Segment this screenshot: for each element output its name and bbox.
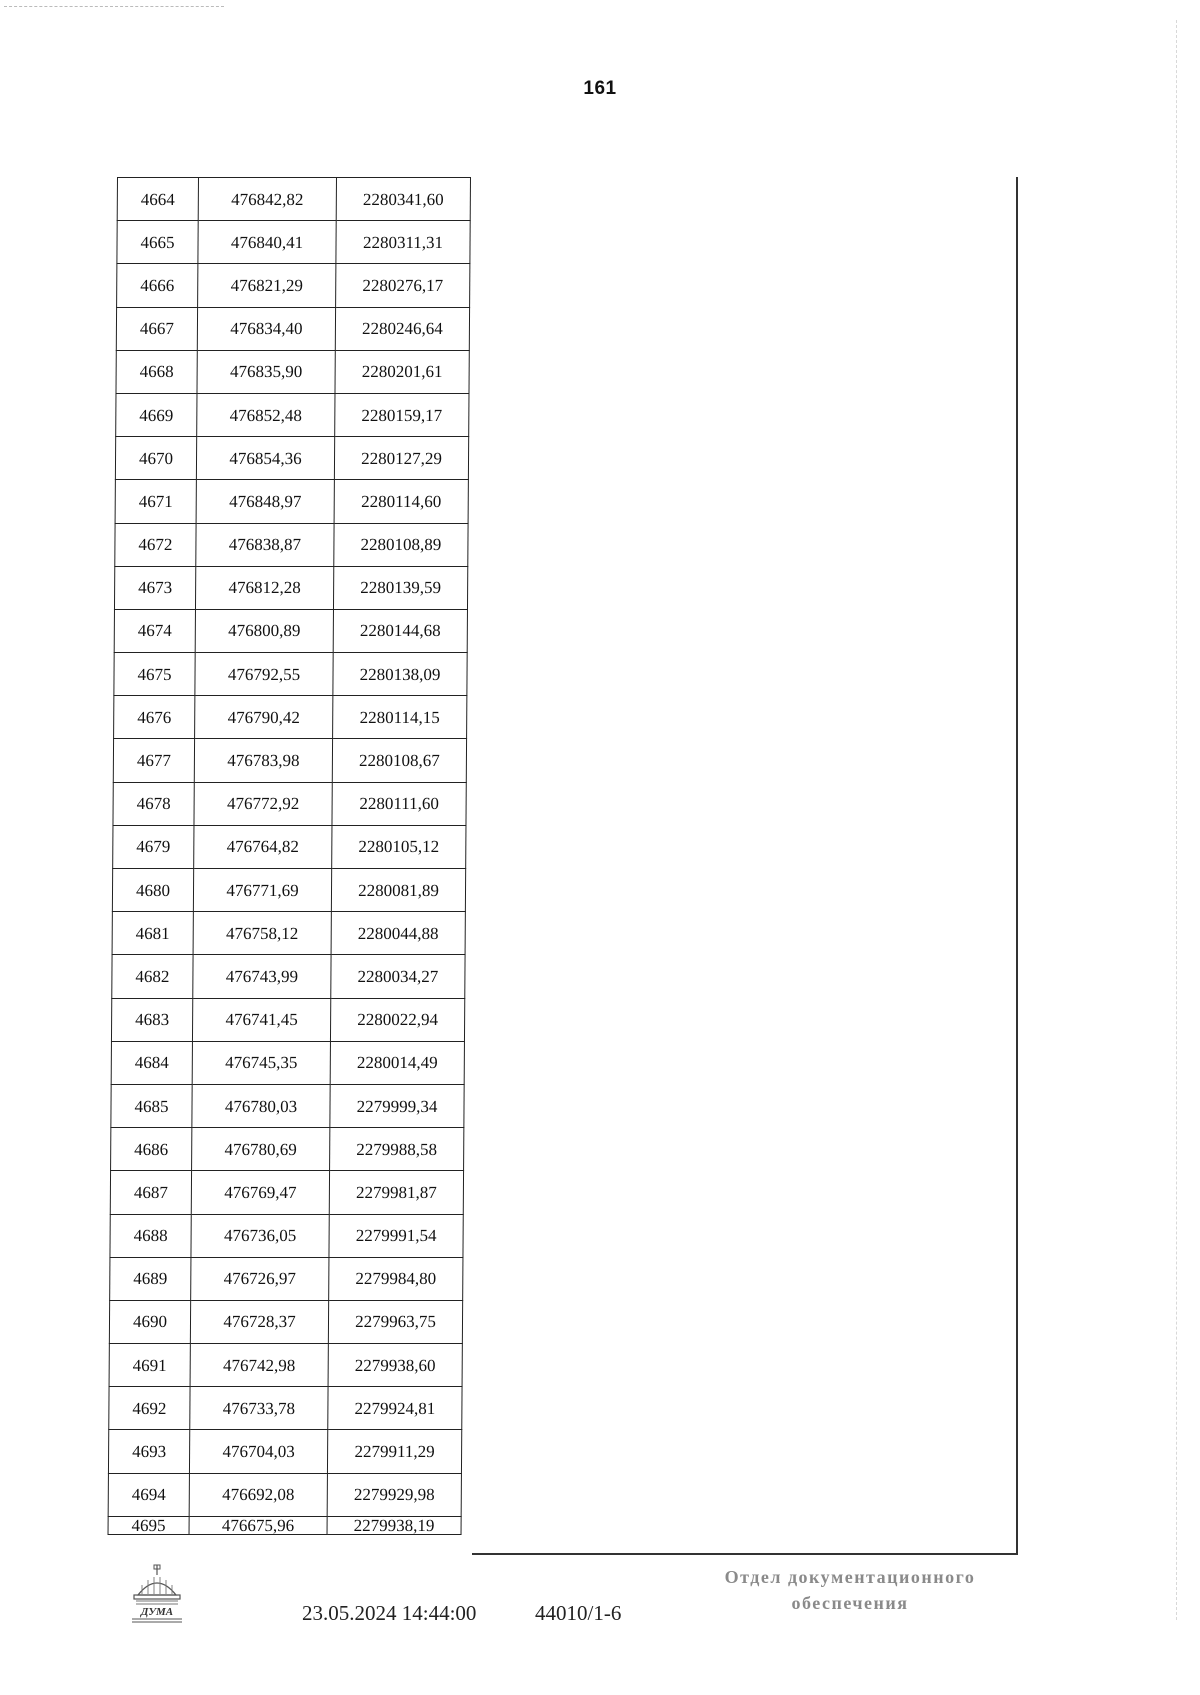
table-row [111, 1041, 464, 1084]
point-number-cell: 4691 [109, 1344, 190, 1387]
point-number-cell: 4685 [111, 1084, 192, 1127]
point-number-cell: 4673 [114, 566, 195, 609]
y-coordinate-cell: 2279924,81 [328, 1387, 462, 1430]
table-row [117, 264, 470, 307]
y-coordinate-cell: 2280246,64 [335, 307, 469, 350]
x-coordinate-cell: 476792,55 [195, 653, 333, 696]
svg-text:ДУМА: ДУМА [140, 1606, 174, 1618]
y-coordinate-cell: 2279984,80 [329, 1257, 463, 1300]
y-coordinate-cell: 2279999,34 [330, 1084, 464, 1127]
stamp-line-2: обеспечения [791, 1593, 909, 1613]
table-row [110, 1214, 463, 1257]
y-coordinate-cell: 2280201,61 [335, 350, 469, 393]
table-row [115, 437, 468, 480]
table-row [110, 1257, 463, 1300]
point-number-cell: 4676 [114, 696, 195, 739]
y-coordinate-cell: 2280022,94 [330, 998, 464, 1041]
point-number-cell: 4680 [112, 869, 193, 912]
y-coordinate-cell: 2280144,68 [333, 609, 467, 652]
point-number-cell: 4668 [116, 350, 197, 393]
x-coordinate-cell: 476758,12 [193, 912, 331, 955]
table-row [114, 566, 467, 609]
point-number-cell: 4670 [115, 437, 196, 480]
table-row [116, 350, 469, 393]
point-number-cell: 4672 [115, 523, 196, 566]
x-coordinate-cell: 476728,37 [190, 1300, 328, 1343]
x-coordinate-cell: 476736,05 [191, 1214, 329, 1257]
point-number-cell: 4694 [108, 1473, 189, 1516]
point-number-cell: 4674 [114, 609, 195, 652]
x-coordinate-cell: 476764,82 [194, 825, 332, 868]
point-number-cell: 4686 [111, 1128, 192, 1171]
y-coordinate-cell: 2279938,60 [328, 1344, 462, 1387]
x-coordinate-cell: 476769,47 [191, 1171, 329, 1214]
stamp-line-1: Отдел документационного [724, 1567, 976, 1587]
x-coordinate-cell: 476835,90 [197, 350, 335, 393]
y-coordinate-cell: 2280341,60 [336, 178, 470, 221]
y-coordinate-cell: 2280276,17 [336, 264, 470, 307]
y-coordinate-cell: 2279981,87 [329, 1171, 463, 1214]
y-coordinate-cell: 2279929,98 [327, 1473, 461, 1516]
x-coordinate-cell: 476854,36 [196, 437, 334, 480]
point-number-cell: 4679 [113, 825, 194, 868]
y-coordinate-cell: 2280127,29 [334, 437, 468, 480]
x-coordinate-cell: 476771,69 [193, 869, 331, 912]
x-coordinate-cell: 476745,35 [192, 1041, 330, 1084]
x-coordinate-cell: 476726,97 [191, 1257, 329, 1300]
y-coordinate-cell: 2280138,09 [333, 653, 467, 696]
table-row [113, 782, 466, 825]
x-coordinate-cell: 476772,92 [194, 782, 332, 825]
x-coordinate-cell: 476834,40 [197, 307, 335, 350]
department-stamp [700, 1564, 1000, 1616]
point-number-cell: 4666 [117, 264, 198, 307]
table-row [113, 825, 466, 868]
table-row [116, 393, 469, 436]
x-coordinate-cell: 476838,87 [196, 523, 334, 566]
point-number-cell: 4684 [111, 1041, 192, 1084]
y-coordinate-cell: 2279938,19 [327, 1516, 461, 1534]
x-coordinate-cell: 476852,48 [197, 393, 335, 436]
y-coordinate-cell: 2280311,31 [336, 221, 470, 264]
table-row [110, 1171, 463, 1214]
point-number-cell: 4664 [117, 178, 198, 221]
y-coordinate-cell: 2280108,89 [334, 523, 468, 566]
table-row [112, 869, 465, 912]
x-coordinate-cell: 476780,69 [192, 1128, 330, 1171]
duma-logo-icon [128, 1563, 186, 1625]
table-row [112, 912, 465, 955]
coordinates-table [108, 177, 471, 1535]
x-coordinate-cell: 476780,03 [192, 1084, 330, 1127]
x-coordinate-cell: 476812,28 [195, 566, 333, 609]
table-row [117, 221, 470, 264]
table-row [111, 1128, 464, 1171]
table-row [108, 1430, 461, 1473]
y-coordinate-cell: 2279911,29 [327, 1430, 461, 1473]
table-row [117, 178, 470, 221]
x-coordinate-cell: 476743,99 [193, 955, 331, 998]
x-coordinate-cell: 476821,29 [198, 264, 336, 307]
y-coordinate-cell: 2279988,58 [330, 1128, 464, 1171]
table-row [108, 1516, 461, 1534]
page-number: 161 [583, 78, 617, 99]
point-number-cell: 4692 [109, 1387, 190, 1430]
table-row [114, 653, 467, 696]
point-number-cell: 4689 [110, 1257, 191, 1300]
point-number-cell: 4682 [112, 955, 193, 998]
table-row [111, 1084, 464, 1127]
table-row [115, 523, 468, 566]
point-number-cell: 4675 [114, 653, 195, 696]
table-row [114, 696, 467, 739]
y-coordinate-cell: 2280108,67 [332, 739, 466, 782]
point-number-cell: 4678 [113, 782, 194, 825]
point-number-cell: 4687 [110, 1171, 191, 1214]
y-coordinate-cell: 2280114,60 [334, 480, 468, 523]
right-border-line [1016, 177, 1018, 1554]
table-row [114, 609, 467, 652]
table-row [109, 1300, 462, 1343]
y-coordinate-cell: 2280114,15 [333, 696, 467, 739]
x-coordinate-cell: 476842,82 [198, 178, 336, 221]
x-coordinate-cell: 476733,78 [190, 1387, 328, 1430]
point-number-cell: 4665 [117, 221, 198, 264]
x-coordinate-cell: 476741,45 [192, 998, 330, 1041]
table-row [111, 998, 464, 1041]
y-coordinate-cell: 2280139,59 [333, 566, 467, 609]
x-coordinate-cell: 476840,41 [198, 221, 336, 264]
point-number-cell: 4695 [108, 1516, 189, 1534]
y-coordinate-cell: 2280105,12 [332, 825, 466, 868]
table-row [115, 480, 468, 523]
x-coordinate-cell: 476692,08 [189, 1473, 327, 1516]
y-coordinate-cell: 2280159,17 [335, 393, 469, 436]
scan-artifact-line [4, 6, 224, 9]
point-number-cell: 4683 [111, 998, 192, 1041]
y-coordinate-cell: 2280014,49 [330, 1041, 464, 1084]
x-coordinate-cell: 476800,89 [195, 609, 333, 652]
x-coordinate-cell: 476704,03 [189, 1430, 327, 1473]
point-number-cell: 4688 [110, 1214, 191, 1257]
table-row [113, 739, 466, 782]
point-number-cell: 4667 [116, 307, 197, 350]
table-row [108, 1473, 461, 1516]
x-coordinate-cell: 476675,96 [189, 1516, 327, 1534]
point-number-cell: 4671 [115, 480, 196, 523]
y-coordinate-cell: 2280111,60 [332, 782, 466, 825]
table-row [109, 1344, 462, 1387]
table-row [109, 1387, 462, 1430]
x-coordinate-cell: 476790,42 [195, 696, 333, 739]
point-number-cell: 4677 [113, 739, 194, 782]
table-row [112, 955, 465, 998]
y-coordinate-cell: 2279991,54 [329, 1214, 463, 1257]
footer-document-number: 44010/1-6 [535, 1601, 622, 1625]
point-number-cell: 4669 [116, 393, 197, 436]
x-coordinate-cell: 476783,98 [194, 739, 332, 782]
table-row [116, 307, 469, 350]
x-coordinate-cell: 476742,98 [190, 1344, 328, 1387]
x-coordinate-cell: 476848,97 [196, 480, 334, 523]
point-number-cell: 4690 [109, 1300, 190, 1343]
point-number-cell: 4693 [108, 1430, 189, 1473]
y-coordinate-cell: 2280034,27 [331, 955, 465, 998]
scan-edge-marks [1176, 20, 1191, 1620]
y-coordinate-cell: 2280081,89 [331, 869, 465, 912]
y-coordinate-cell: 2280044,88 [331, 912, 465, 955]
y-coordinate-cell: 2279963,75 [328, 1300, 462, 1343]
footer-datetime: 23.05.2024 14:44:00 [302, 1601, 477, 1625]
bottom-border-line [472, 1553, 1018, 1555]
point-number-cell: 4681 [112, 912, 193, 955]
